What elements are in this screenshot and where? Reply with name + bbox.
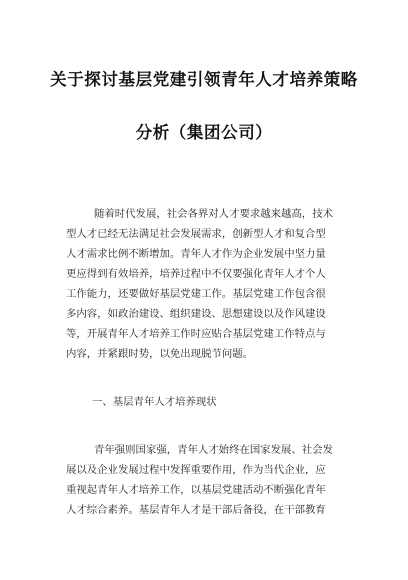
paragraph-1-line-6: 多内容，如政治建设、组织建设、思想建设以及作风建设: [66, 308, 326, 320]
document-title-line-1: 关于探讨基层党建引领青年人才培养策略: [50, 70, 358, 89]
paragraph-1-line-4: 更应得到有效培养，培养过程中不仅要强化青年人才个人: [66, 268, 326, 280]
paragraph-1-line-5: 工作能力，还要做好基层党建工作。基层党建工作包含很: [66, 288, 326, 300]
paragraph-1-line-8: 内容，并紧跟时势，以免出现脱节问题。: [66, 348, 254, 360]
paragraph-2-line-3: 重视起青年人才培养工作，以基层党建活动不断强化青年: [66, 484, 326, 496]
paragraph-1-line-7: 等，开展青年人才培养工作时应贴合基层党建工作特点与: [66, 328, 326, 340]
document-title-line-2: 分析（集团公司）: [135, 123, 273, 142]
paragraph-2-line-2: 展以及企业发展过程中发挥重要作用，作为当代企业，应: [66, 464, 326, 476]
paragraph-1-line-2: 型人才已经无法满足社会发展需求，创新型人才和复合型: [66, 228, 326, 240]
paragraph-2-line-4: 人才综合素养。基层青年人才是干部后备役，在干部教育: [66, 504, 326, 516]
paragraph-1-line-3: 人才需求比例不断增加。青年人才作为企业发展中坚力量: [66, 248, 326, 260]
paragraph-1-line-1: 随着时代发展，社会各界对人才要求越来越高，技术: [94, 208, 333, 220]
paragraph-2-line-1: 青年强则国家强，青年人才始终在国家发展、社会发: [94, 444, 333, 456]
section-heading-1: 一、基层青年人才培养现状: [92, 396, 217, 408]
